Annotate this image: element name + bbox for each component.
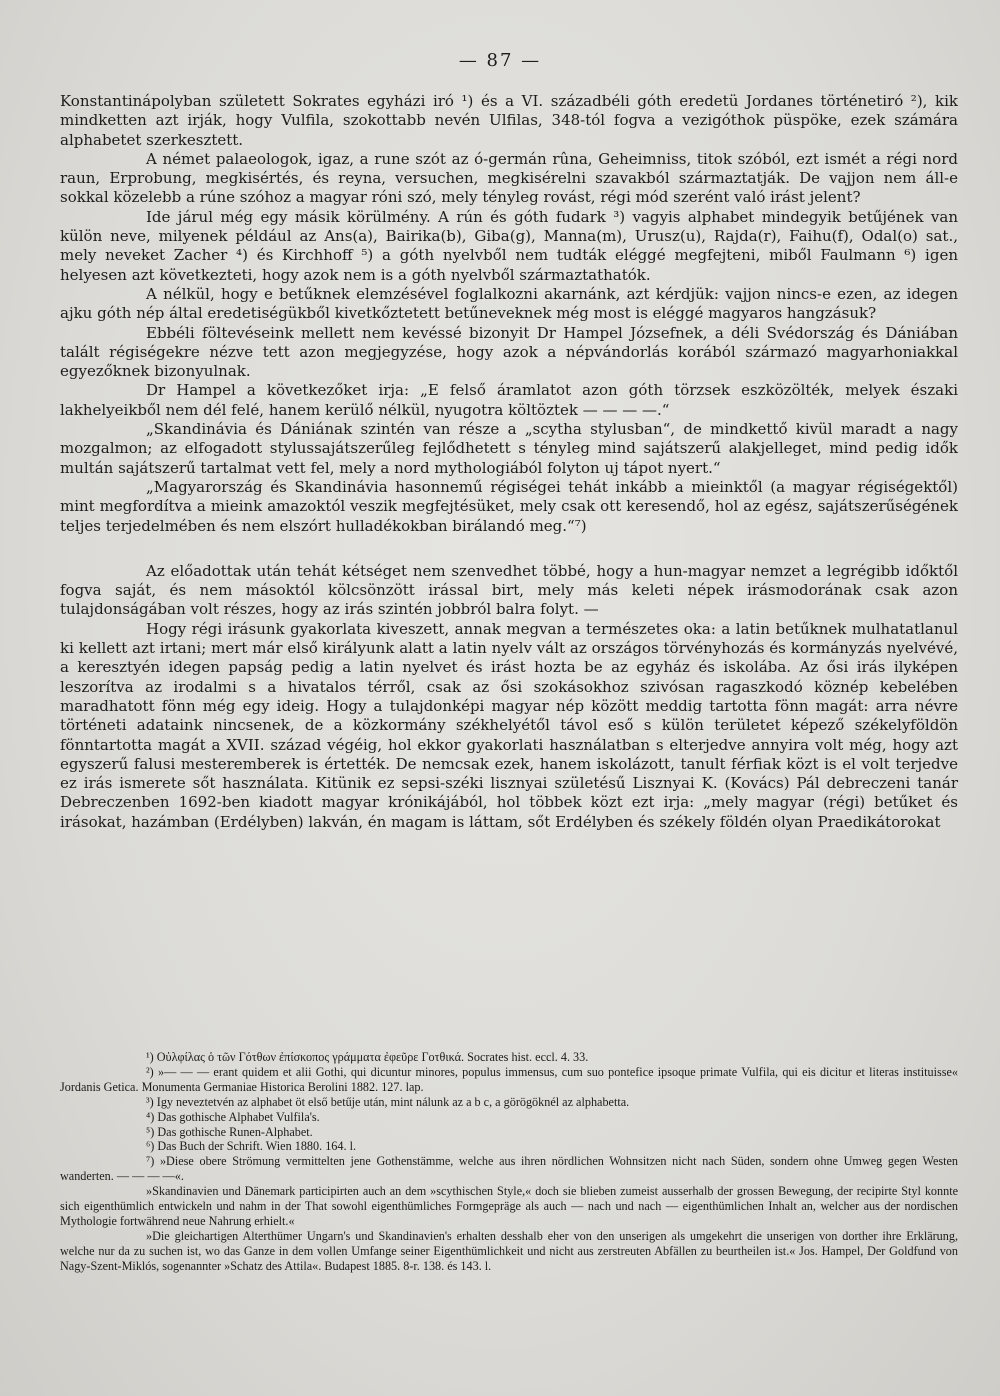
paragraph: Hogy régi irásunk gyakorlata kiveszett, annak megvan a természetes oka: a latin betűknek mulhatatlanul ki kellett azt irtani; mert már első királyunk alatt a latin nyelv vált az országos törvényhozás és kormányzás nyelvévé, a keresztyén idegen papság pedig a latin nyelvet és irást hozta be az egyház és iskolába. Az ősi irás ilyképen leszorítva az irodalmi s a hivatalos térről, csak az ősi szokásokhoz szivósan ragaszkodó köznép kebelében maradhatott fönn még egy ideig. Hogy a tulajdonképi magyar nép között meddig tartotta fönn magát: arra névre történeti adataink nincsenek, de a közkormány székhelyétől távol eső s külön területet képező székelyföldön fönntartotta magát a XVII. század végéig, hol ekkor gyakorlati használatban s elterjedve annyira volt még, hogy azt egyszerű falusi mesteremberek is értették. De nemcsak ezek, hanem iskolázott, tanult férfiak közt is el volt terjedve ez irás ismerete sőt használata. Kitünik ez sepsi-széki lisznyai születésű Lisznyai K. (Kovács) Pál debreczeni tanár Debreczenben 1692-ben kiadott magyar krónikájából, hol többek közt ezt irja: „mely magyar (régi) betűket és irásokat, hazámban (Erdélyben) lakván, én magam is láttam, sőt Erdélyben és székely földén olyan Praedikátorokat xyxy=(60,619,958,831)
footnote: ³) Igy neveztetvén az alphabet öt első betűje után, mint nálunk az a b c, a görögöknél az alphabetta. xyxy=(146,1094,630,1109)
footnote: ¹) Οὐλφίλας ὁ τῶν Γότθων ἐπίσκοπος γράμματα ἐφεῦρε Γοτθικά. Socrates hist. eccl. 4. 33. xyxy=(146,1050,589,1064)
footnote: ⁴) Das gothische Alphabet Vulfila's. xyxy=(146,1109,320,1124)
paragraph: Ebbéli föltevéseink mellett nem kevéssé bizonyit Dr Hampel Józsefnek, a déli Svédország és Dániában talált régiségekre nézve tett azon megjegyzése, hogy azok a népvándorlás korából származó magyarhoniakkal egyezőknek bizonyulnak. xyxy=(60,323,958,381)
paragraph: Dr Hampel a következőket irja: „E felső áramlatot azon góth törzsek eszközölték, melyek északi lakhelyeikből nem dél felé, hanem kerülő nélkül, nyugotra költöztek — — — —.“ xyxy=(60,381,958,419)
footnote: ⁶) Das Buch der Schrift. Wien 1880. 164. l. xyxy=(146,1139,357,1154)
footnote: ⁵) Das gothische Runen-Alphabet. xyxy=(146,1124,313,1139)
footnote: »Skandinavien und Dänemark participirten auch an dem »scythischen Style,« doch sie blieben zumeist ausserhalb der grossen Bewegung, der recipirte Styl konnte sich eigenthümlich entwickeln und nahm in der That sowohl eigenthümliches Formgepräge als auch — nach und nach — eigenthümlichen Inhalt an, welcher aus der nordischen Mythologie fortwährend neue Nahrung erhielt.« xyxy=(60,1184,958,1228)
paragraph: Ide járul még egy másik körülmény. A rún és góth fudark ³) vagyis alphabet mindegyik betűjének van külön neve, milyenek például az Ans(a), Bairika(b), Giba(g), Manna(m), Urusz(u), Rajda(r), Faihu(f), Odal(o) sat., mely neveket Zacher ⁴) és Kirchhoff ⁵) a góth nyelvből nem tudták eléggé megfejteni, miből Faulmann ⁶) igen helyesen azt következteti, hogy azok nem is a góth nyelvből származtathatók. xyxy=(60,207,958,284)
footnote: »Die gleichartigen Alterthümer Ungarn's und Skandinavien's erhalten desshalb eher von den unserigen als umgekehrt die unserigen von dorther ihre Erklärung, welche nur da zu suchen ist, wo das Ganze in dem vollen Umfange seiner Eigenthümlichkeit und nicht aus zerstreuten Abfällen zu beurtheilen ist.« Jos. Hampel, Der Goldfund von Nagy-Szent-Miklós, sogenannter »Schatz des Attila«. Budapest 1885. 8-r. 138. és 143. l. xyxy=(60,1228,958,1273)
paragraph: Az előadottak után tehát kétséget nem szenvedhet többé, hogy a hun-magyar nemzet a legrégibb időktől fogva saját, és nem másoktól kölcsönzött irással birt, mely más keleti népek irásmodorának csak azon tulajdonságában volt részes, hogy az irás szintén jobbról balra folyt. — xyxy=(60,561,958,619)
paragraph: A nélkül, hogy e betűknek elemzésével foglalkozni akarnánk, azt kérdjük: vajjon nincs-e ezen, az idegen ajku góth nép által eredetiségükből kivetkőztetett betűneveknek még most is eléggé magyaros hangzásuk? xyxy=(60,284,958,323)
page-number: — 87 — xyxy=(458,50,542,71)
paragraph: Konstantinápolyban született Sokrates egyházi iró ¹) és a VI. századbéli góth eredetü Jordanes történetiró ²), kik mindketten azt irják, hogy Vulfila, szokottabb nevén Ulfilas, 348-tól fogva a vezigóthok püspöke, ezek számára alphabetet szerkesztett. xyxy=(60,92,958,149)
footnote: ⁷) »Diese obere Strömung vermittelten jene Gothenstämme, welche aus ihren nördlichen Wohnsitzen nicht nach Süden, sondern ohne Umweg gegen Westen wanderten. — — — —«. xyxy=(60,1154,958,1184)
paragraph: A német palaeologok, igaz, a rune szót az ó-germán rûna, Geheimniss, titok szóból, ezt ismét a régi nord raun, Erprobung, megkisértés, és reyna, versuchen, megkisérelni szavakból származtatják. De vajjon nem áll-e sokkal közelebb a rúne szóhoz a magyar róni szó, mely tényleg rovást, régi mód szerént való irást jelent? xyxy=(60,149,958,207)
footnote: ²) »— — — erant quidem et alii Gothi, qui dicuntur minores, populus immensus, cum suo pontefice ipsoque primate Vulfila, qui eis dicitur et literas instituisse« Jordanis Getica. Monumenta Germaniae Historica Berolini 1882. 127. lap. xyxy=(60,1064,958,1094)
paragraph: „Magyarország és Skandinávia hasonnemű régiségei tehát inkább a mieinktől (a magyar régiségektől) mint megfordítva a mieink amazoktól veszik megfejtésüket, mely csak ott keresendő, hol az egész, sajátszerűségének teljes terjedelmében és nem elszórt hulladékokban birálandó meg.“⁷) xyxy=(60,477,958,535)
section-gap xyxy=(60,536,958,562)
footnotes xyxy=(60,1050,958,1274)
paragraph: „Skandinávia és Dániának szintén van része a „scytha stylusban“, de mindkettő kivül maradt a nagy mozgalmon; az elfogadott stylussajátszerűleg fejlődhetett s tényleg mind sajátszerű alakjelleget, mind pedig idők multán sajátszerű tartalmat vett fel, mely a nord mythologiából folyton uj tápot nyert.“ xyxy=(60,420,958,477)
body-text xyxy=(60,92,958,832)
